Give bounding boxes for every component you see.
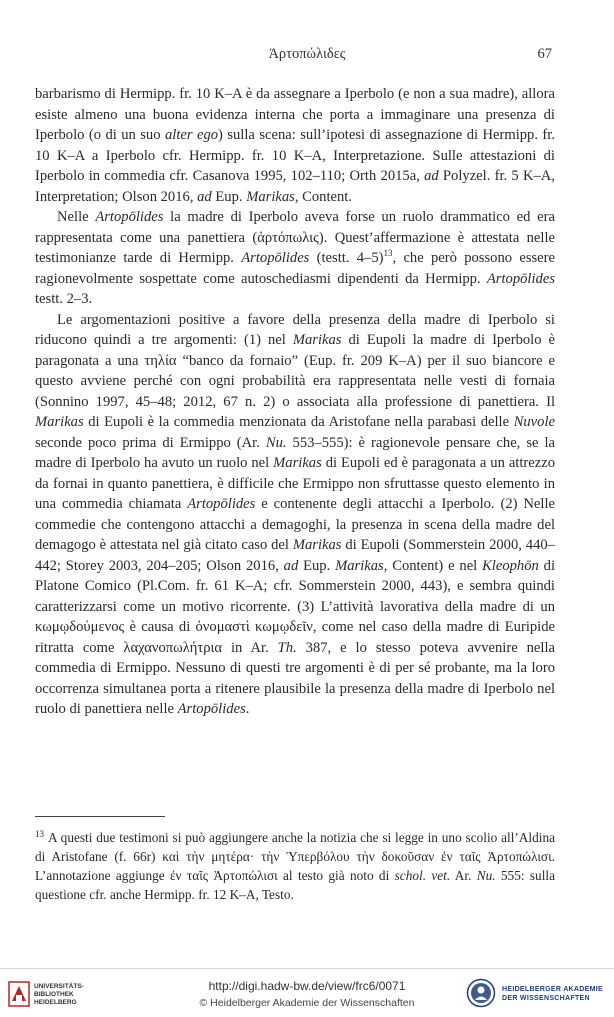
- academy-seal-icon: [466, 978, 496, 1008]
- page-number: 67: [537, 46, 552, 62]
- footnote-13: $^{13}$ A questi due testimoni si può aggiungere anche la notizia che si legge in uno scolio all’Aldina di Aristofane (f. 66r) καὶ τὴν μητέρα· τὴν Ὑπερβόλου τὴν δοκοῦσαν ἐν ταῖς Ἀρτοπώλισι. L’annotazione aggiunge ἐν ταῖς Ἀρτοπώλισι al testo già noto di schol. vet. Ar. Nu. 555: sulla questione cfr. anche Hermipp. fr. 12 K–A, Testo.: [35, 828, 555, 902]
- main-text: [35, 84, 555, 720]
- permalink-url[interactable]: http://digi.hadw-bw.de/view/frc6/0071: [208, 979, 406, 993]
- university-library-logo[interactable]: UNIVERSITÄTS- BIBLIOTHEK HEIDELBERG: [8, 979, 118, 1011]
- academy-logo[interactable]: HEIDELBERGER AKADEMIE DER WISSENSCHAFTEN: [466, 978, 606, 1010]
- page-footer: [0, 968, 614, 1017]
- paragraph-1: barbarismo di Hermipp. fr. 10 K–A è da assegnare a Iperbolo (e non a sua madre), allora esiste almeno una buona evidenza interna che porta a immaginare una presenza di Iperbolo (o di un suo alter ego) sulla scena: sull’ipotesi di assegnazione di Hermipp. fr. 10 K–A a Iperbolo cfr. Hermipp. fr. 10 K–A, Interpretazione. Sulle attestazioni di Iperbolo in commedia cfr. Casanova 1995, 102–110; Orth 2015a, ad Polyzel. fr. 5 K–A, Interpretation; Olson 2016, ad Eup. Marikas, Content.: [35, 86, 555, 205]
- footnote-number: 13: [35, 828, 44, 839]
- running-title: Ἀρτοπώλιδες: [268, 46, 346, 62]
- running-head: [0, 46, 614, 66]
- copyright-notice: © Heidelberger Akademie der Wissenschaften: [199, 997, 415, 1009]
- footnote-ref-13[interactable]: 13: [383, 248, 393, 259]
- paragraph-2: Nelle Artopōlides la madre di Iperbolo aveva forse un ruolo drammatico ed era rappresentata come una panettiera (ἀρτόπωλις). Quest’affermazione è attestata nelle testimonianze tarde di Hermipp. Artopōlides (testt. 4–5)$^{13}$, che però possono essere ragionevolmente sospettate come autoschediasmi dipendenti da Hermipp. Artopōlides testt. 2–3.: [35, 209, 555, 307]
- footnote-separator: [35, 816, 165, 817]
- paragraph-3: Le argomentazioni positive a favore della presenza della madre di Iperbolo si riducono quindi a tre argomenti: (1) nel Marikas di Eupoli la madre di Iperbolo è paragonata a una τηλία “banco da fornaio” (Eup. fr. 209 K–A) per il suo biancore e questo avviene perché con ogni probabilità era rappresentata nelle vesti di fornaia (Sonnino 1997, 45–48; 2012, 67 n. 2) o associata alla professione di panettiera. Il Marikas di Eupoli è la commedia menzionata da Aristofane nella parabasi delle Nuvole seconde poco prima di Ermippo (Ar. Nu. 553–555): è ragionevole pensare che, se la madre di Iperbolo ha avuto un ruolo nel Marikas di Eupoli ed è paragonata a un attrezzo da fornai in quanto panettiera, è difficile che Ermippo non sfruttasse questo elemento in una commedia chiamata Artopōlides e contenente degli attacchi a Iperbolo. (2) Nelle commedie che contengono attacchi a demagoghi, la presenza in scena della madre del demagogo è attestata nel già citato caso del Marikas di Eupoli (Sommerstein 2000, 440–442; Storey 2003, 204–205; Olson 2016, ad Eup. Marikas, Content) e nel Kleophōn di Platone Comico (Pl.Com. fr. 61 K–A; cfr. Sommerstein 2000, 443), e sembra quindi caratterizzarsi come un motivo ricorrente. (3) L’attività lavorativa della madre di un κωμῳδούμενος è causa di ὀνομαστὶ κωμῳδεῖν, come nel caso della madre di Euripide ritratta come λαχανοπωλήτρια in Ar. Th. 387, e lo stesso poteva avvenire nella commedia di Ermippo. Nessuno di questi tre argomenti è di per sé probante, ma la loro occorrenza simultanea porta a ritenere plausibile la presenza della madre di Iperbolo nel ruolo di panettiera nelle Artopōlides.: [35, 311, 556, 717]
